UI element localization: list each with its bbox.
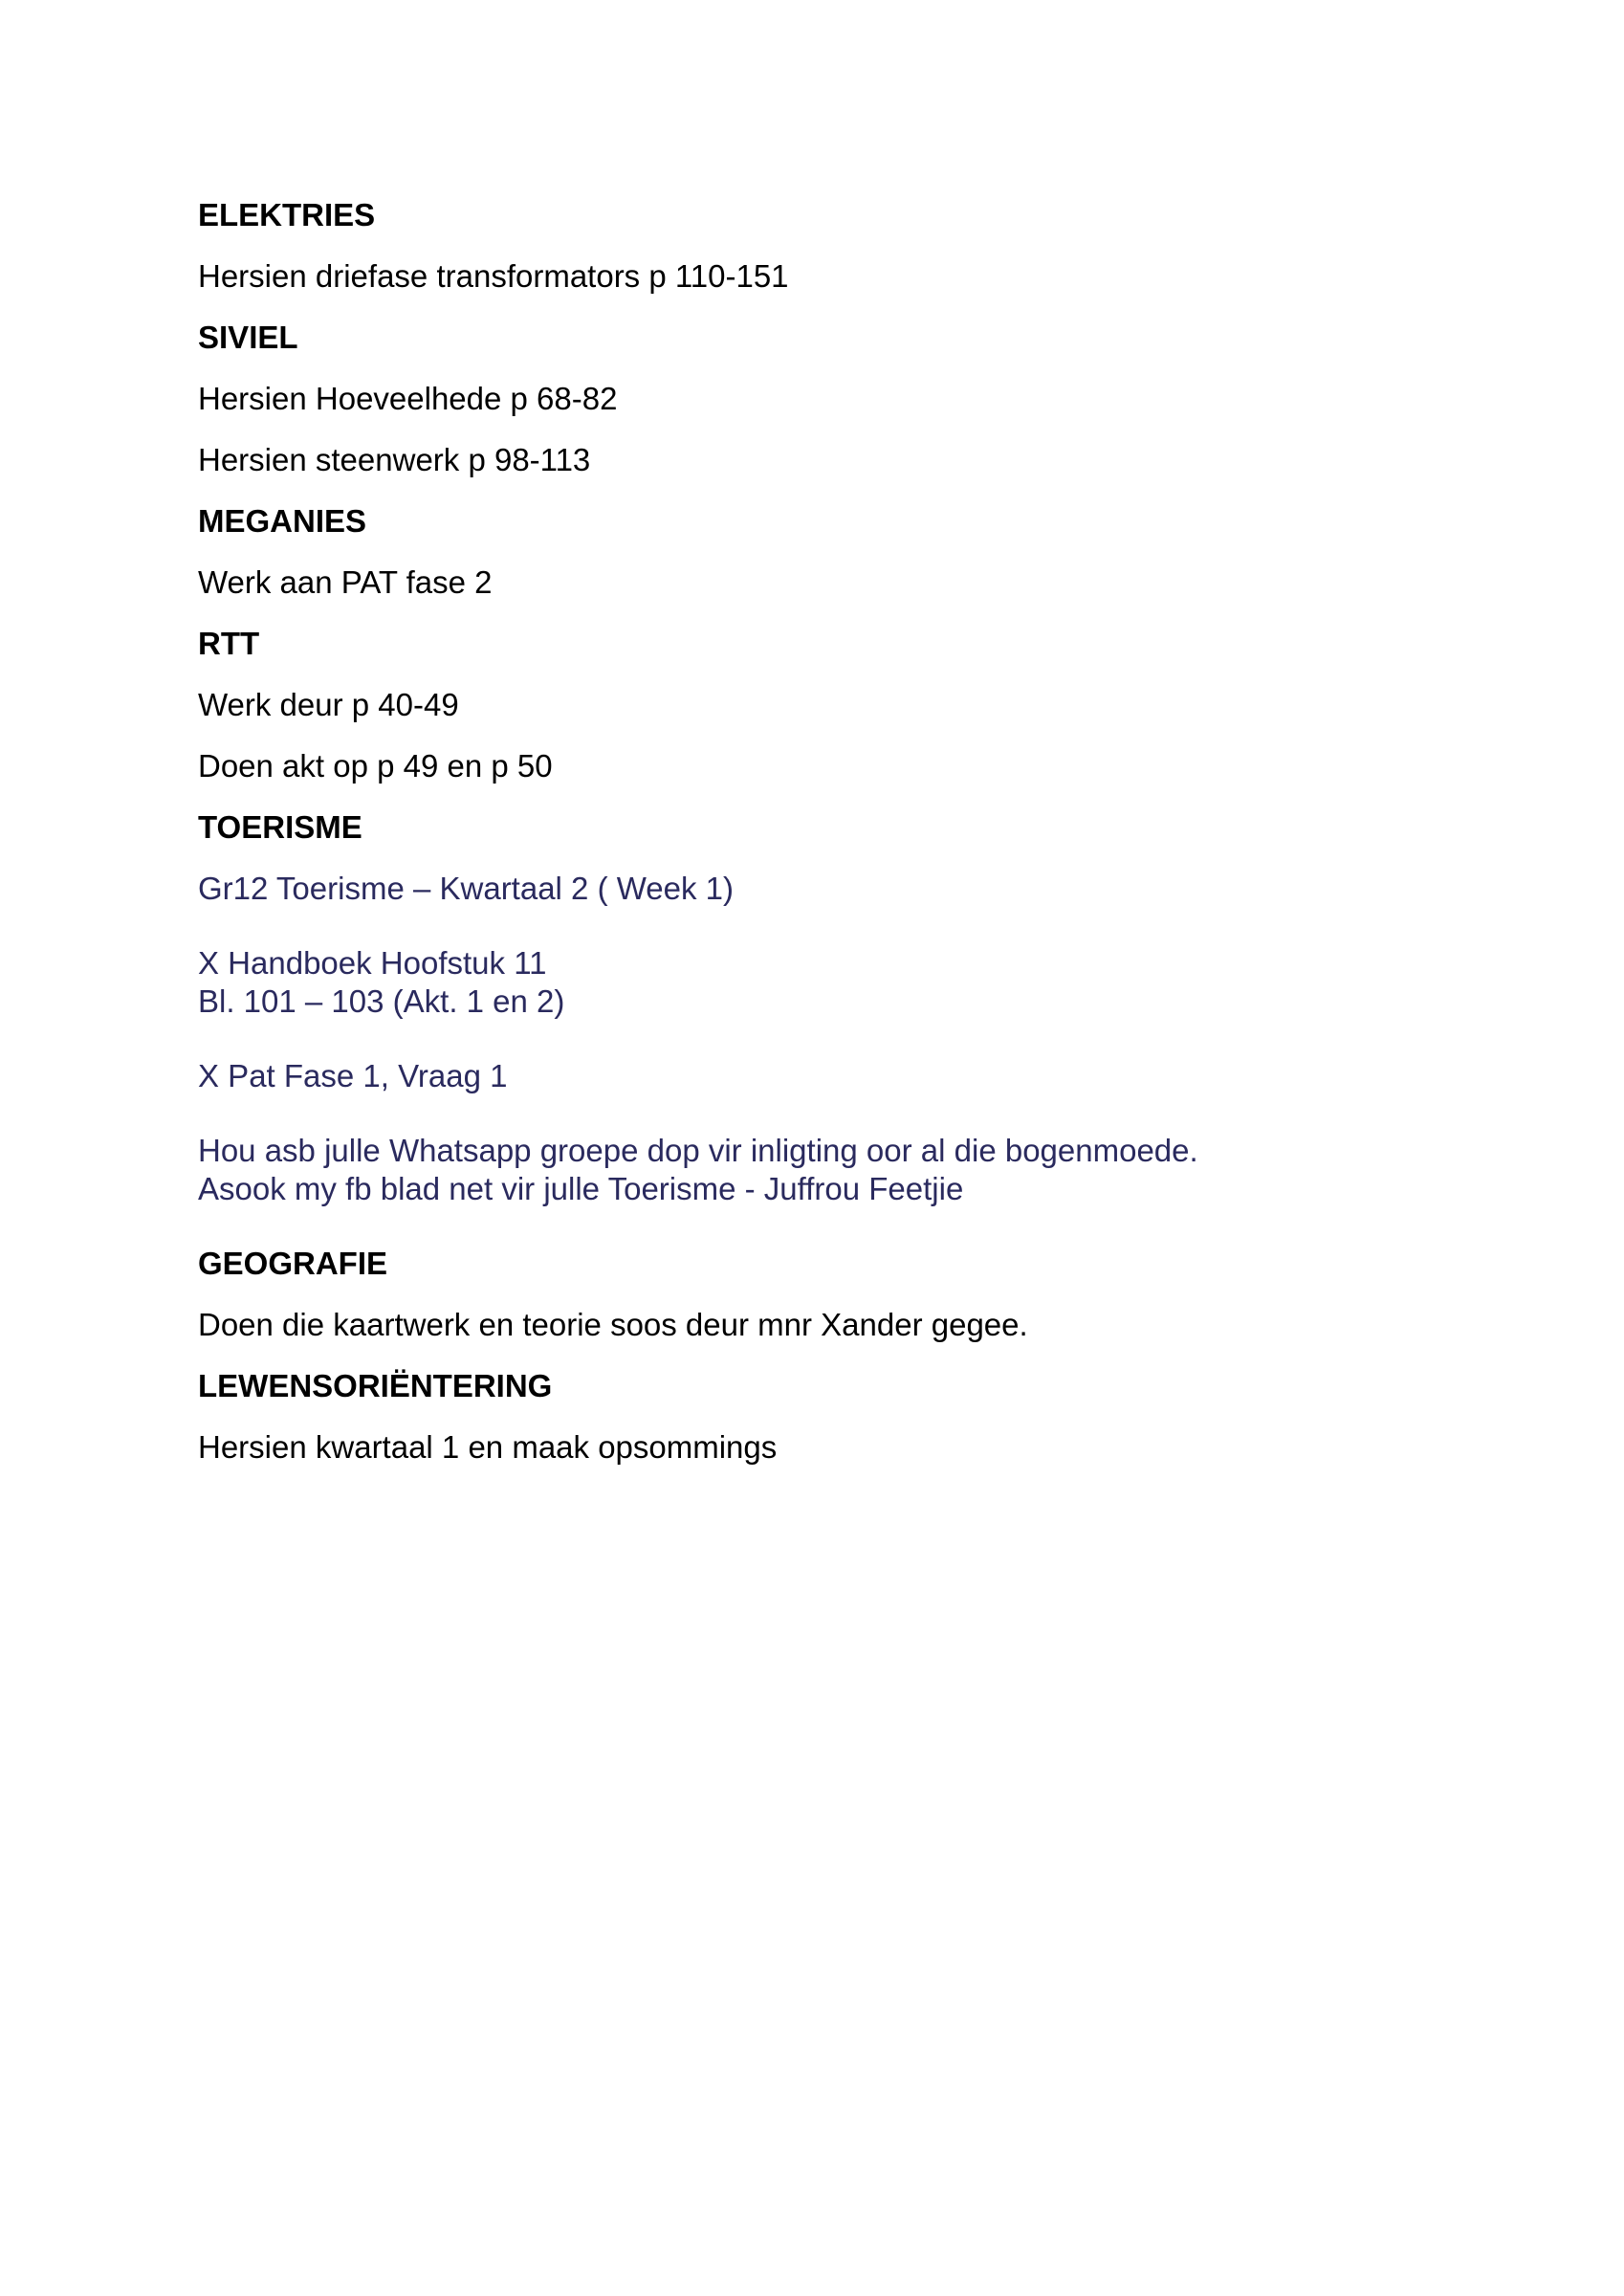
toerisme-line-6: Asook my fb blad net vir julle Toerisme - Juffrou Feetjie — [198, 1171, 964, 1206]
toerisme-line-1: Gr12 Toerisme – Kwartaal 2 ( Week 1) — [198, 871, 735, 906]
heading-siviel: SIVIEL — [198, 320, 298, 355]
geografie-line-1: Doen die kaartwerk en teorie soos deur mnr Xander gegee. — [198, 1307, 1028, 1342]
rtt-line-1: Werk deur p 40-49 — [198, 687, 459, 722]
toerisme-line-5: Hou asb julle Whatsapp groepe dop vir inligting oor al die bogenmoede. — [198, 1133, 1198, 1168]
siviel-line-1: Hersien Hoeveelhede p 68-82 — [198, 381, 618, 416]
heading-elektries: ELEKTRIES — [198, 197, 376, 232]
heading-geografie: GEOGRAFIE — [198, 1246, 388, 1281]
heading-toerisme: TOERISME — [198, 809, 362, 845]
elektries-line-1: Hersien driefase transformators p 110-151 — [198, 258, 789, 294]
document-content — [198, 196, 1441, 1490]
toerisme-line-4: X Pat Fase 1, Vraag 1 — [198, 1058, 508, 1093]
heading-meganies: MEGANIES — [198, 503, 367, 539]
siviel-line-2: Hersien steenwerk p 98-113 — [198, 442, 591, 477]
heading-rtt: RTT — [198, 626, 260, 661]
heading-lewensorientering: LEWENSORIËNTERING — [198, 1368, 553, 1403]
rtt-line-2: Doen akt op p 49 en p 50 — [198, 748, 553, 784]
meganies-line-1: Werk aan PAT fase 2 — [198, 564, 493, 600]
toerisme-line-2: X Handboek Hoofstuk 11 — [198, 945, 547, 981]
lewensorientering-line-1: Hersien kwartaal 1 en maak opsommings — [198, 1429, 778, 1465]
toerisme-line-3: Bl. 101 – 103 (Akt. 1 en 2) — [198, 983, 565, 1019]
